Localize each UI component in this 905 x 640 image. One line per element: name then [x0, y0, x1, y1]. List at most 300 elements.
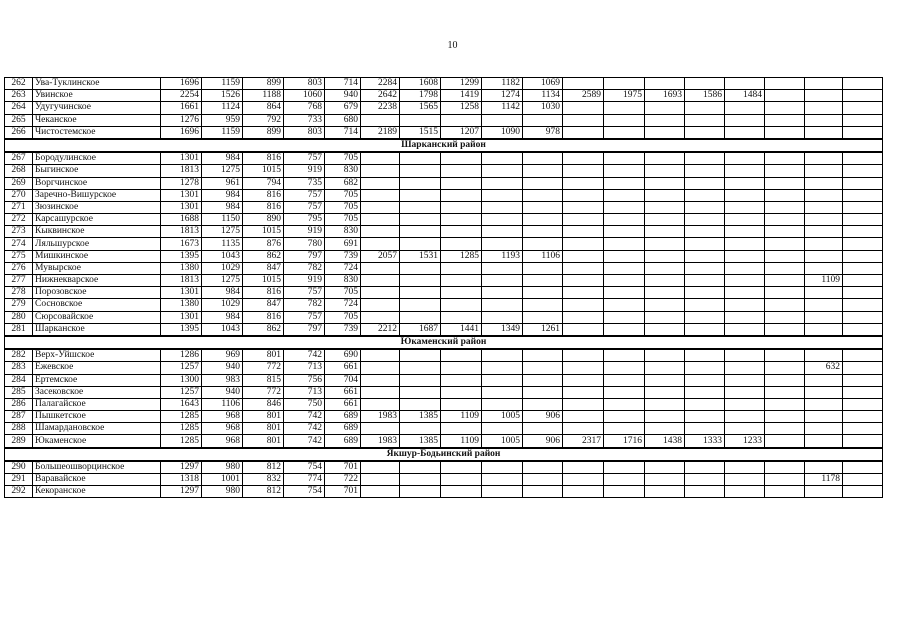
value-cell [685, 323, 725, 336]
value-cell [725, 214, 765, 226]
value-cell: 876 [243, 238, 284, 250]
row-number: 292 [5, 486, 33, 498]
value-cell: 701 [325, 486, 361, 498]
value-cell [482, 262, 523, 274]
value-cell [725, 287, 765, 299]
empty-cell [843, 349, 883, 362]
value-cell [645, 114, 685, 126]
value-cell [645, 349, 685, 362]
value-cell [685, 374, 725, 386]
value-cell: 1233 [725, 435, 765, 448]
value-cell [482, 275, 523, 287]
settlement-name: Мувырское [33, 262, 161, 274]
value-cell [604, 299, 645, 311]
settlement-name: Варавайское [33, 474, 161, 486]
table-row [5, 226, 883, 238]
value-cell: 816 [243, 189, 284, 201]
value-cell [805, 374, 843, 386]
region-title: Шарканский район [5, 139, 883, 152]
value-cell [604, 323, 645, 336]
empty-cell [843, 386, 883, 398]
table-row [5, 275, 883, 287]
value-cell [685, 78, 725, 90]
value-cell [441, 165, 482, 177]
value-cell [523, 177, 563, 189]
value-cell [563, 78, 604, 90]
value-cell [604, 177, 645, 189]
value-cell [645, 262, 685, 274]
settlement-name: Карсашурское [33, 214, 161, 226]
value-cell: 2212 [361, 323, 400, 336]
value-cell [604, 102, 645, 114]
value-cell: 890 [243, 214, 284, 226]
value-cell [361, 226, 400, 238]
value-cell: 801 [243, 349, 284, 362]
value-cell [361, 349, 400, 362]
value-cell [725, 126, 765, 139]
row-number: 267 [5, 152, 33, 165]
empty-cell [843, 126, 883, 139]
value-cell [725, 423, 765, 435]
value-cell: 1150 [202, 214, 243, 226]
value-cell: 774 [284, 474, 325, 486]
value-cell: 1441 [441, 323, 482, 336]
value-cell: 919 [284, 226, 325, 238]
value-cell [482, 189, 523, 201]
settlement-name: Быгинское [33, 165, 161, 177]
value-cell [805, 189, 843, 201]
value-cell: 968 [202, 423, 243, 435]
empty-cell [843, 411, 883, 423]
value-cell: 816 [243, 201, 284, 213]
value-cell [563, 114, 604, 126]
value-cell [604, 189, 645, 201]
value-cell [645, 362, 685, 374]
value-cell [563, 126, 604, 139]
value-cell [685, 398, 725, 410]
value-cell: 705 [325, 214, 361, 226]
region-title: Юкаменский район [5, 336, 883, 349]
value-cell [645, 386, 685, 398]
value-cell [441, 189, 482, 201]
value-cell: 705 [325, 311, 361, 323]
value-cell [765, 323, 805, 336]
value-cell: 795 [284, 214, 325, 226]
row-number: 289 [5, 435, 33, 448]
region-title: Якшур-Бодьинский район [5, 448, 883, 461]
empty-cell [843, 177, 883, 189]
value-cell [805, 214, 843, 226]
value-cell [765, 262, 805, 274]
value-cell: 680 [325, 114, 361, 126]
value-cell [523, 311, 563, 323]
value-cell [725, 177, 765, 189]
value-cell: 2057 [361, 250, 400, 262]
value-cell: 2589 [563, 90, 604, 102]
value-cell [563, 152, 604, 165]
value-cell [523, 398, 563, 410]
value-cell [725, 226, 765, 238]
value-cell: 661 [325, 386, 361, 398]
value-cell: 1182 [482, 78, 523, 90]
settlement-name: Засековское [33, 386, 161, 398]
value-cell: 1005 [482, 411, 523, 423]
value-cell: 797 [284, 250, 325, 262]
value-cell: 1275 [202, 165, 243, 177]
value-cell: 797 [284, 323, 325, 336]
value-cell: 919 [284, 165, 325, 177]
value-cell [441, 349, 482, 362]
value-cell: 714 [325, 78, 361, 90]
settlement-name: Порозовское [33, 287, 161, 299]
value-cell: 792 [243, 114, 284, 126]
value-cell: 704 [325, 374, 361, 386]
row-number: 281 [5, 323, 33, 336]
value-cell [441, 275, 482, 287]
value-cell [441, 362, 482, 374]
value-cell [685, 411, 725, 423]
value-cell [805, 435, 843, 448]
value-cell [563, 165, 604, 177]
value-cell: 1276 [161, 114, 202, 126]
settlement-name: Сосновское [33, 299, 161, 311]
empty-cell [843, 299, 883, 311]
value-cell [645, 299, 685, 311]
value-cell [765, 78, 805, 90]
value-cell [400, 177, 441, 189]
value-cell [685, 349, 725, 362]
row-number: 264 [5, 102, 33, 114]
value-cell: 961 [202, 177, 243, 189]
value-cell: 906 [523, 411, 563, 423]
value-cell: 847 [243, 262, 284, 274]
value-cell [523, 287, 563, 299]
empty-cell [843, 226, 883, 238]
value-cell [725, 78, 765, 90]
value-cell: 1983 [361, 435, 400, 448]
value-cell [400, 299, 441, 311]
value-cell: 1030 [523, 102, 563, 114]
value-cell: 969 [202, 349, 243, 362]
value-cell: 1257 [161, 362, 202, 374]
row-number: 270 [5, 189, 33, 201]
value-cell: 906 [523, 435, 563, 448]
settlement-name: Чеканское [33, 114, 161, 126]
value-cell: 1274 [482, 90, 523, 102]
row-number: 284 [5, 374, 33, 386]
value-cell: 1438 [645, 435, 685, 448]
value-cell [400, 262, 441, 274]
value-cell: 689 [325, 411, 361, 423]
value-cell: 1134 [523, 90, 563, 102]
value-cell [361, 238, 400, 250]
value-cell [645, 374, 685, 386]
empty-cell [843, 311, 883, 323]
empty-cell [843, 423, 883, 435]
value-cell [523, 275, 563, 287]
value-cell [400, 226, 441, 238]
value-cell: 1015 [243, 275, 284, 287]
value-cell [400, 201, 441, 213]
value-cell: 1278 [161, 177, 202, 189]
value-cell: 978 [523, 126, 563, 139]
value-cell [805, 262, 843, 274]
value-cell [725, 411, 765, 423]
value-cell: 682 [325, 177, 361, 189]
value-cell [765, 423, 805, 435]
value-cell [685, 126, 725, 139]
table-row [5, 323, 883, 336]
value-cell: 980 [202, 461, 243, 474]
value-cell [400, 165, 441, 177]
value-cell: 661 [325, 362, 361, 374]
value-cell [400, 114, 441, 126]
value-cell [725, 114, 765, 126]
value-cell [725, 486, 765, 498]
value-cell: 1159 [202, 126, 243, 139]
empty-cell [843, 250, 883, 262]
value-cell [604, 152, 645, 165]
value-cell [441, 486, 482, 498]
value-cell [563, 423, 604, 435]
value-cell [604, 275, 645, 287]
value-cell [523, 189, 563, 201]
value-cell [604, 311, 645, 323]
value-cell: 812 [243, 461, 284, 474]
value-cell [685, 189, 725, 201]
value-cell [400, 238, 441, 250]
value-cell [441, 386, 482, 398]
value-cell [523, 226, 563, 238]
value-cell [400, 275, 441, 287]
value-cell: 1661 [161, 102, 202, 114]
value-cell: 1798 [400, 90, 441, 102]
value-cell: 1696 [161, 126, 202, 139]
value-cell: 832 [243, 474, 284, 486]
value-cell: 713 [284, 386, 325, 398]
value-cell: 1349 [482, 323, 523, 336]
table-row [5, 189, 883, 201]
value-cell: 1716 [604, 435, 645, 448]
value-cell: 983 [202, 374, 243, 386]
value-cell [725, 189, 765, 201]
value-cell: 714 [325, 126, 361, 139]
value-cell [765, 214, 805, 226]
value-cell [361, 398, 400, 410]
value-cell [361, 287, 400, 299]
value-cell: 1159 [202, 78, 243, 90]
table-body [5, 78, 883, 498]
value-cell [765, 299, 805, 311]
value-cell [765, 275, 805, 287]
value-cell [400, 461, 441, 474]
empty-cell [843, 114, 883, 126]
value-cell: 705 [325, 201, 361, 213]
value-cell: 984 [202, 201, 243, 213]
value-cell: 1380 [161, 262, 202, 274]
value-cell: 1090 [482, 126, 523, 139]
value-cell [400, 189, 441, 201]
value-cell [400, 214, 441, 226]
value-cell: 1060 [284, 90, 325, 102]
value-cell [685, 177, 725, 189]
value-cell [441, 299, 482, 311]
table-row [5, 201, 883, 213]
value-cell: 1043 [202, 323, 243, 336]
value-cell: 1813 [161, 275, 202, 287]
value-cell [604, 250, 645, 262]
settlement-name: Увинское [33, 90, 161, 102]
settlement-name: Мишкинское [33, 250, 161, 262]
value-cell: 689 [325, 435, 361, 448]
value-cell: 1318 [161, 474, 202, 486]
value-cell: 968 [202, 435, 243, 448]
settlement-name: Юкаменское [33, 435, 161, 448]
table-row [5, 214, 883, 226]
row-number: 266 [5, 126, 33, 139]
value-cell: 689 [325, 423, 361, 435]
value-cell [563, 374, 604, 386]
value-cell [523, 299, 563, 311]
value-cell [361, 275, 400, 287]
value-cell [441, 474, 482, 486]
value-cell: 1301 [161, 287, 202, 299]
value-cell [645, 474, 685, 486]
value-cell [765, 238, 805, 250]
value-cell: 801 [243, 423, 284, 435]
value-cell [482, 214, 523, 226]
empty-cell [843, 362, 883, 374]
value-cell [361, 189, 400, 201]
value-cell: 705 [325, 152, 361, 165]
value-cell [685, 114, 725, 126]
value-cell [725, 323, 765, 336]
row-number: 263 [5, 90, 33, 102]
value-cell [523, 349, 563, 362]
value-cell [805, 311, 843, 323]
value-cell [725, 349, 765, 362]
value-cell [604, 114, 645, 126]
value-cell [482, 287, 523, 299]
value-cell: 742 [284, 435, 325, 448]
value-cell: 679 [325, 102, 361, 114]
value-cell: 1257 [161, 386, 202, 398]
value-cell [645, 102, 685, 114]
row-number: 288 [5, 423, 33, 435]
value-cell [645, 152, 685, 165]
table-row [5, 423, 883, 435]
value-cell [441, 311, 482, 323]
value-cell [765, 102, 805, 114]
settlement-name: Пышкетское [33, 411, 161, 423]
empty-cell [843, 201, 883, 213]
value-cell [685, 299, 725, 311]
value-cell [441, 287, 482, 299]
value-cell [400, 349, 441, 362]
row-number: 277 [5, 275, 33, 287]
settlement-name: Шамардановское [33, 423, 161, 435]
value-cell [685, 238, 725, 250]
value-cell [765, 226, 805, 238]
value-cell [523, 374, 563, 386]
value-cell: 1301 [161, 311, 202, 323]
value-cell: 782 [284, 299, 325, 311]
value-cell [441, 374, 482, 386]
settlement-name: Большеошворцинское [33, 461, 161, 474]
value-cell [400, 386, 441, 398]
value-cell: 782 [284, 262, 325, 274]
value-cell [645, 177, 685, 189]
value-cell [645, 78, 685, 90]
value-cell: 2189 [361, 126, 400, 139]
value-cell: 1029 [202, 299, 243, 311]
value-cell [805, 323, 843, 336]
value-cell: 1106 [202, 398, 243, 410]
value-cell [645, 311, 685, 323]
tariff-table [4, 77, 883, 498]
value-cell: 1975 [604, 90, 645, 102]
value-cell [523, 461, 563, 474]
value-cell: 803 [284, 126, 325, 139]
value-cell [563, 486, 604, 498]
value-cell [604, 423, 645, 435]
value-cell [805, 299, 843, 311]
value-cell [805, 226, 843, 238]
value-cell: 1301 [161, 201, 202, 213]
value-cell: 1983 [361, 411, 400, 423]
value-cell [765, 411, 805, 423]
value-cell [482, 486, 523, 498]
empty-cell [843, 152, 883, 165]
value-cell [563, 411, 604, 423]
value-cell: 1586 [685, 90, 725, 102]
value-cell [765, 250, 805, 262]
value-cell [645, 461, 685, 474]
value-cell: 1813 [161, 165, 202, 177]
value-cell [805, 250, 843, 262]
settlement-name: Сюрсовайское [33, 311, 161, 323]
value-cell [645, 287, 685, 299]
value-cell: 984 [202, 189, 243, 201]
value-cell: 1673 [161, 238, 202, 250]
value-cell: 750 [284, 398, 325, 410]
table-row [5, 349, 883, 362]
value-cell: 754 [284, 486, 325, 498]
value-cell [604, 165, 645, 177]
value-cell [645, 189, 685, 201]
empty-cell [843, 214, 883, 226]
value-cell [361, 386, 400, 398]
value-cell: 2642 [361, 90, 400, 102]
value-cell: 1135 [202, 238, 243, 250]
value-cell [482, 299, 523, 311]
value-cell: 1109 [441, 435, 482, 448]
value-cell [685, 386, 725, 398]
empty-cell [843, 238, 883, 250]
value-cell [725, 362, 765, 374]
value-cell: 1526 [202, 90, 243, 102]
value-cell: 1275 [202, 275, 243, 287]
value-cell [685, 486, 725, 498]
value-cell: 1193 [482, 250, 523, 262]
value-cell [685, 262, 725, 274]
settlement-name: Чистостемское [33, 126, 161, 139]
value-cell: 701 [325, 461, 361, 474]
row-number: 265 [5, 114, 33, 126]
value-cell [765, 90, 805, 102]
value-cell [361, 165, 400, 177]
value-cell [725, 275, 765, 287]
